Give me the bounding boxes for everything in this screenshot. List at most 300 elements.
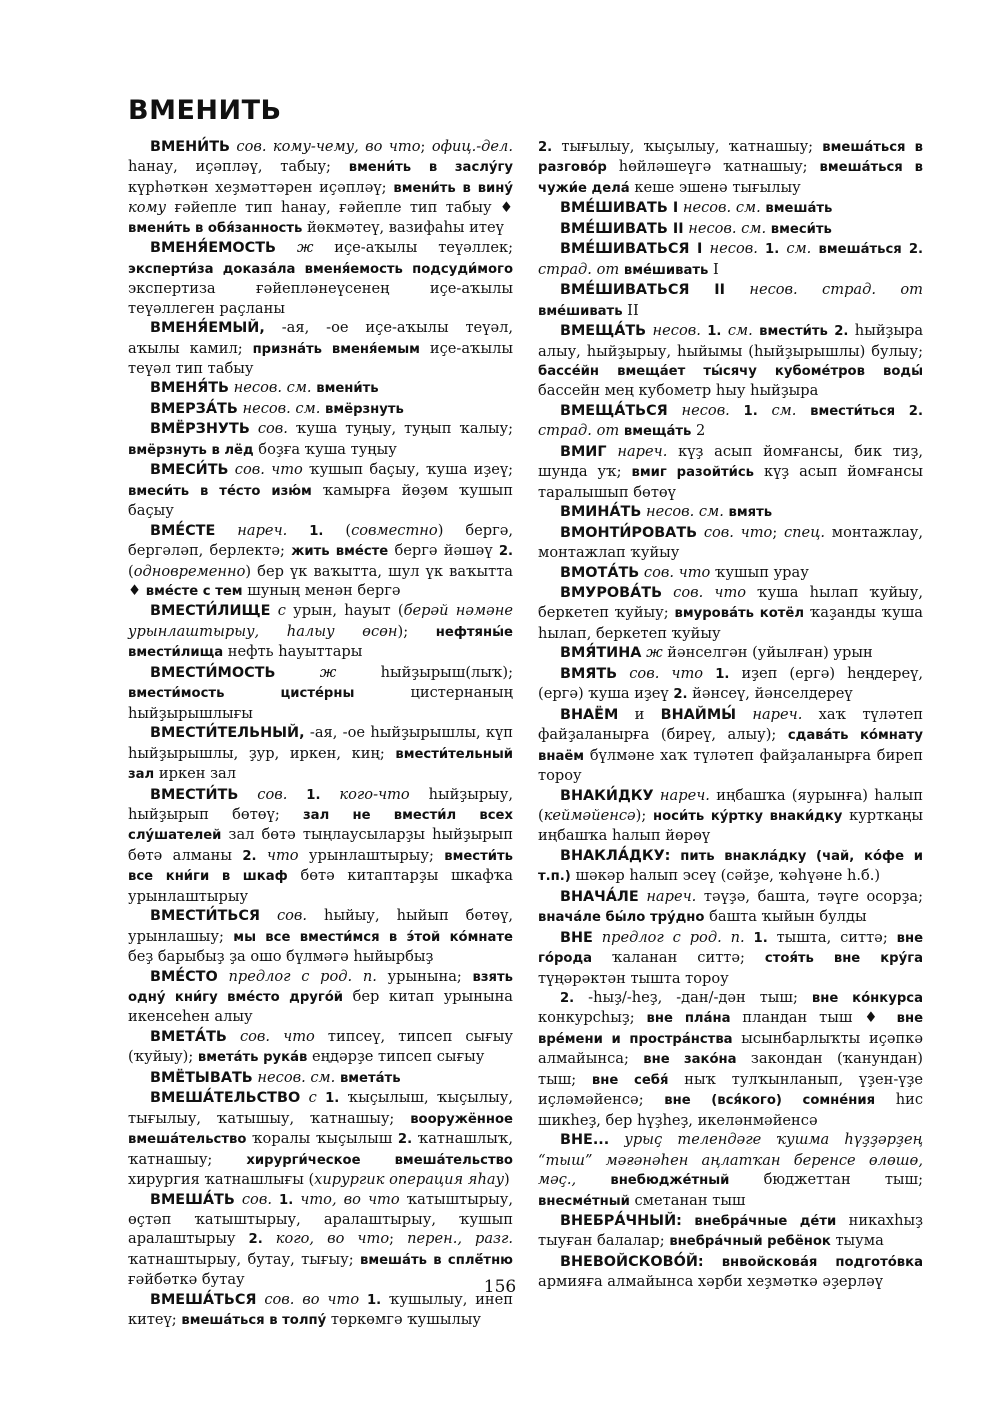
entry-text: һөйләшеүгә ҡатнашыу;: [606, 158, 820, 176]
entry-text: -ая, -ое иҫе-аҡылы теүәл, аҡылы камил;: [128, 319, 513, 357]
entry-headword: ВНЕБРА́ЧНЫЙ:: [560, 1213, 682, 1230]
entry-text: хирургия ҡатнашлығы (: [128, 1171, 315, 1189]
entry-text: урын, һауыт (: [285, 602, 404, 620]
entry-phrase: 1.: [366, 1292, 382, 1308]
entry-label: сов.: [257, 785, 288, 803]
entry-phrase: вмеси́ть: [770, 221, 832, 237]
entry-phrase: 2.: [560, 991, 575, 1007]
entry-label: см.: [727, 322, 753, 340]
dictionary-entry: [538, 786, 923, 846]
entry-label: ж: [319, 663, 337, 681]
entry-text: ҡуша туңыу, туңып ҡалыу;: [287, 420, 513, 438]
entry-phrase: бассе́йн вмеща́ет ты́сячу кубоме́тров воды́: [538, 363, 923, 379]
dictionary-entry: [538, 239, 923, 280]
entry-headword: ВМЕСТИ́ТЕЛЬНЫЙ,: [150, 725, 305, 742]
entry-text: закондан (ҡанундан) тыш;: [538, 1050, 923, 1088]
entry-text: [317, 1089, 325, 1106]
entry-label: сов.: [257, 420, 288, 438]
entry-label: предлог с род. п.: [228, 967, 377, 985]
entry-text: шуның менән бергә: [242, 581, 401, 599]
entry-headword: ВМЕНИ́ТЬ: [150, 139, 230, 155]
entry-phrase: вмести́ть 2.: [759, 324, 849, 340]
entry-phrase: 2.: [498, 544, 513, 560]
entry-phrase: вмени́ть в вину́: [393, 180, 513, 196]
entry-text: ҡатыштырыу, өҫтәп ҡатыштырыу, аралаштырыу, ҡушып аралаштырыу: [128, 1190, 514, 1248]
entry-phrase: эксперти́за доказа́ла вменя́емость подсуди́мого: [128, 261, 513, 277]
entry-label: нареч.: [237, 521, 288, 539]
entry-text: -ая, -ое һыйҙырышлы, күп һыйҙырышлы, ҙур, иркен, киң;: [128, 724, 513, 762]
entry-phrase: вмёрзнуть в лёд: [128, 442, 254, 458]
entry-phrase: внебра́чные де́ти: [694, 1214, 837, 1230]
entry-label: совместно: [351, 521, 438, 539]
entry-text: [287, 522, 309, 539]
entry-text: зал бөтә тыңлаусыларҙы һыйҙырып бөтә алманы: [128, 826, 513, 864]
entry-phrase: взять одну́ кни́гу вме́сто друго́й: [128, 969, 514, 1006]
entry-text: [725, 281, 749, 298]
entry-text: [235, 1191, 242, 1208]
entry-headword: ВНАЧА́ЛЕ: [560, 888, 639, 905]
entry-phrase: вмеша́ться в толпу́: [181, 1313, 327, 1329]
entry-headword: ВНАЙМЫ́: [660, 706, 737, 723]
entry-text: йөкмәтеү, вазифаһы итеү: [302, 218, 504, 236]
entry-text: [697, 524, 704, 541]
entry-text: тыума: [830, 1232, 884, 1250]
entry-text: [593, 929, 602, 946]
entry-phrase: вме́шивать: [538, 303, 623, 319]
entry-label: одновременно: [133, 562, 246, 580]
entry-text: [227, 1028, 240, 1045]
entry-text: ҡуша һылап ҡуйыу, беркетеп ҡуйыу;: [538, 583, 924, 622]
entry-headword: ВМЕСТИ́ТЬСЯ: [150, 908, 260, 925]
entry-text: и: [618, 705, 661, 723]
entry-label: нареч.: [659, 786, 710, 804]
entry-headword: ВМЕСТИ́ТЬ: [150, 786, 239, 803]
entry-phrase: хирурги́ческое вмеша́тельство: [246, 1152, 513, 1168]
entry-text: тығылыу, ҡыҫылыу, ҡатнашыу;: [552, 138, 823, 155]
entry-text: [758, 240, 765, 257]
entry-text: [263, 1230, 276, 1247]
dictionary-entry: [128, 378, 513, 398]
entry-phrase: носи́ть ку́ртку внаки́дку: [652, 808, 843, 824]
entry-label: несов. страд. от: [749, 281, 923, 299]
dictionary-entry: [128, 1190, 513, 1290]
entry-text: башта ҡыйын булды: [704, 908, 867, 926]
entry-phrase: вне пла́на: [646, 1011, 731, 1027]
entry-text: йәнселгән (уйылған) урын: [662, 644, 873, 662]
entry-phrase: 1.: [707, 324, 722, 340]
entry-label: нареч.: [752, 705, 803, 723]
entry-label: что: [266, 846, 299, 864]
entry-headword: ВНЕВОЙСКОВО́Й:: [560, 1253, 704, 1270]
entry-phrase: вне себя́: [591, 1072, 669, 1088]
entry-headword: ВНЕ: [560, 929, 593, 946]
entry-text: һанау, иҫәпләү, табыу;: [128, 158, 349, 176]
entry-phrase: зал не вмести́л всех слу́шателей: [128, 807, 513, 844]
entry-headword: ВМОТА́ТЬ: [560, 564, 640, 581]
entry-text: пландан тыш ♦: [730, 1009, 897, 1027]
entry-text: [272, 1191, 279, 1208]
entry-phrase: вмени́ть в заслу́гу: [348, 160, 513, 176]
entry-phrase: 2.: [397, 1132, 413, 1148]
dictionary-entry: [538, 583, 923, 643]
entry-text: ) бергә, бергәләп, берлектә;: [128, 521, 514, 560]
entry-phrase: стоя́ть вне кру́га: [764, 951, 923, 967]
dictionary-entry: [128, 1088, 513, 1189]
entry-phrase: 1.: [715, 666, 730, 682]
entry-text: армияға алмайынса хәрби хеҙмәткә әҙерләү: [538, 1273, 884, 1291]
entry-text: шәкәр һалып эсеү (сәйҙе, ҡәһүәне һ.б.): [570, 867, 881, 885]
entry-text: бергә йәшәү: [388, 542, 499, 560]
entry-label: несов. см.: [233, 379, 312, 397]
entry-text: -һыҙ/-һеҙ, -дан/-дән тыш;: [574, 989, 812, 1007]
entry-headword: ВМИГ: [560, 443, 607, 460]
entry-text: [257, 847, 267, 864]
entry-label: несов. см.: [682, 199, 761, 217]
dictionary-entry: [538, 442, 923, 502]
entry-text: курткаңы иңбашҡа һалып йөрөү: [538, 806, 923, 845]
dictionary-entry: [538, 705, 923, 786]
dictionary-entry: [538, 219, 923, 239]
entry-label: с: [308, 1089, 317, 1107]
entry-label: кеймәйенсә: [543, 806, 636, 824]
entry-text: бүлмәне хаҡ түләтеп файҙаланырға биреп тороу: [538, 746, 923, 785]
entry-headword: ВМЯТЬ: [560, 665, 618, 682]
entry-label: кому: [128, 199, 167, 217]
entry-label: сов. что: [643, 563, 711, 581]
entry-text: монтажлау, монтажлап ҡуйыу: [538, 523, 923, 562]
entry-text: [811, 240, 818, 257]
entry-text: [736, 706, 752, 723]
entry-phrase: жить вме́сте: [291, 544, 389, 560]
left-column: [128, 137, 513, 1331]
entry-text: кеше эшенә тығылыу: [629, 178, 801, 196]
entry-label: кого, во что: [275, 1230, 390, 1248]
entry-label: страд. от: [538, 422, 620, 440]
entry-text: ҡаланан ситтә;: [592, 949, 765, 967]
dictionary-entry: [538, 563, 923, 583]
entry-label: несов.: [709, 240, 758, 258]
entry-text: күрһәткән хеҙмәттәрен иҫәпләү;: [128, 178, 394, 196]
entry-phrase: сдава́ть ко́мнату внаём: [538, 728, 923, 764]
entry-text: [287, 786, 306, 803]
entry-label: страд. от: [538, 260, 620, 278]
entry-headword: ВМЁТЫВАТЬ: [150, 1069, 253, 1086]
entry-text: цистернаның һыйҙырышлығы: [128, 684, 513, 722]
entry-text: [745, 929, 754, 946]
entry-phrase: призна́ть вменя́емым: [252, 341, 420, 357]
entry-phrase: вмеша́ть в сплё́тню: [359, 1252, 513, 1268]
entry-text: ныҡ тулҡынланып, үҙен-үҙе иҫләмәйенсә;: [538, 1070, 924, 1109]
dictionary-entry: [538, 1211, 923, 1252]
entry-text: ҡатнаштырыу, бутау, тығыу;: [128, 1250, 360, 1268]
entry-phrase: вмять: [728, 505, 773, 521]
entry-text: түңәрәктән тышта тороу: [538, 969, 729, 987]
dictionary-entry: [538, 523, 923, 563]
entry-phrase: 1.: [765, 242, 780, 258]
entry-text: ҡамырға йөҙөм ҡушып баҫыу: [128, 481, 514, 520]
dictionary-entry: [128, 967, 513, 1027]
entry-headword: ВМЁРЗНУТЬ: [150, 421, 250, 438]
entry-phrase: 1.: [753, 930, 768, 946]
entry-label: кого-что: [339, 785, 410, 803]
entry-phrase: вме́сте с тем: [145, 583, 243, 599]
entry-text: ҡыҫылыш, ҡыҫылыу, тығылыу, ҡатышыу, ҡатнашыу;: [128, 1089, 513, 1127]
entry-label: урыҫ телендәге ҡушма һүҙҙәрҙең “тыш” мәғәнәһен аңлатҡан беренсе өлөшө, мәҫ.,: [538, 1131, 923, 1189]
entry-phrase: 2.: [242, 848, 257, 864]
entry-text: II: [622, 301, 639, 319]
entry-phrase: внебра́чный ребёнок: [669, 1234, 831, 1250]
entry-text: 2: [691, 422, 706, 440]
entry-headword: ВМЕ́СТЕ: [150, 522, 216, 539]
entry-label: сов. что: [234, 461, 303, 479]
entry-label: хирургик операция яһау: [314, 1171, 505, 1189]
entry-headword: ВМЕСИ́ТЬ: [150, 462, 229, 479]
entry-text: ҡоралы ҡыҫылыш: [246, 1130, 398, 1148]
entry-text: [260, 907, 277, 924]
entry-label: см.: [771, 401, 797, 419]
entry-text: ;: [389, 1230, 408, 1248]
entry-phrase: вмести́ться 2.: [810, 403, 923, 419]
entry-text: экспертиза ғәйепләнеүсенең иҫе-аҡылы теүәллеген раҫланы: [128, 280, 513, 317]
entry-headword: ВМЕЩА́ТЬ: [560, 323, 647, 340]
entry-text: ғәйбәткә бутау: [128, 1271, 245, 1289]
entry-text: ҡаҙанды ҡуша һылап, беркетеп ҡуйыу: [538, 604, 923, 642]
entry-phrase: вмурова́ть котёл: [674, 606, 804, 622]
entry-text: еңдәрҙе типсеп сығыу: [307, 1048, 485, 1066]
entry-label: предлог с род. п.: [601, 928, 745, 946]
entry-phrase: вмиг разойти́сь: [631, 465, 754, 481]
entry-text: нефть һауыттары: [223, 643, 363, 661]
entry-text: никахһыҙ тыуған балалар;: [538, 1212, 923, 1250]
dictionary-entry: [128, 723, 513, 784]
entry-text: хаҡ түләтеп файҙаланырға (биреү, алыу);: [538, 705, 924, 744]
entry-label: сов. кому-чему, во что: [236, 138, 421, 155]
dictionary-entry: [538, 502, 923, 522]
entry-phrase: вне зако́на: [643, 1052, 737, 1068]
dictionary-entry: [128, 1027, 513, 1068]
entry-headword: ВНАЁМ: [560, 706, 619, 723]
entry-label: ж: [296, 239, 314, 257]
entry-phrase: внвойскова́я подгото́вка: [721, 1254, 924, 1270]
entry-phrase: 1.: [743, 403, 758, 419]
entry-label: несов.: [652, 322, 701, 340]
entry-headword: ВМЕСТИ́ЛИЩЕ: [150, 603, 271, 620]
entry-phrase: внебюдже́тный: [610, 1173, 730, 1189]
entry-text: бер китап урынына икенсеһен алыу: [128, 988, 514, 1026]
entry-phrase: 1.: [325, 1091, 340, 1107]
dictionary-entry: [538, 1130, 923, 1211]
dictionary-entry: [128, 318, 513, 378]
entry-headword: ВМЕ́ШИВАТЬ II: [560, 220, 684, 237]
entry-text: типсеү, типсеп сығыу (ҡуйыу);: [128, 1027, 514, 1066]
entry-text: ысынбарлыҡты иҫәпкә алмайынса;: [538, 1029, 923, 1068]
entry-text: иҙеп (ергә) һеңдереү, (ергә) ҡуша иҙеү: [538, 664, 924, 703]
entry-phrase: внача́ле бы́ло тру́дно: [538, 910, 705, 926]
entry-label: сов. во что: [264, 1290, 360, 1308]
page-number: 156: [483, 1277, 517, 1297]
entry-headword: ВМЕНЯ́ЕМЫЙ,: [150, 320, 265, 337]
entry-text: [730, 402, 744, 419]
entry-label: офиц.-дел.: [431, 138, 513, 155]
entry-text: иңбашҡа (яурынға) һалып (: [538, 786, 923, 824]
entry-label: сов.: [276, 907, 308, 925]
entry-headword: ВМЕЩА́ТЬСЯ: [560, 402, 668, 419]
dictionary-entry: [128, 419, 513, 460]
entry-text: [275, 664, 319, 681]
entry-text: бассейн мең кубометр һыу һыйҙыра: [538, 382, 819, 400]
entry-headword: ВМИНА́ТЬ: [560, 504, 642, 521]
entry-headword: ВНЕ...: [560, 1132, 610, 1149]
entry-text: урынлаштырыу;: [298, 846, 445, 864]
entry-headword: ВМЕША́ТЬСЯ: [150, 1291, 257, 1308]
entry-phrase: вмеша́ть: [765, 201, 833, 217]
entry-phrase: 2.: [673, 687, 688, 703]
entry-text: [617, 665, 629, 682]
entry-label: несов. см.: [257, 1068, 336, 1086]
entry-phrase: вмеша́ться в разгово́р: [538, 140, 923, 176]
dictionary-entry: [538, 887, 923, 928]
entry-phrase: вмета́ть: [339, 1070, 401, 1086]
entry-label: нареч.: [646, 887, 697, 905]
entry-phrase: вне (вся́кого) сомне́ния: [664, 1093, 876, 1109]
entry-text: [270, 602, 277, 619]
entry-phrase: вне го́рода: [538, 930, 924, 967]
entry-phrase: вмени́ть: [316, 381, 379, 397]
entry-phrase: вмета́ть рука́в: [197, 1050, 308, 1066]
entry-text: I: [708, 260, 719, 278]
entry-text: ҡушып баҫыу, ҡуша иҙеү;: [302, 461, 514, 479]
entry-phrase: нефтяны́е вмести́лища: [128, 624, 513, 661]
entry-headword: ВМЕ́ШИВАТЬСЯ II: [560, 282, 725, 299]
entry-headword: ВМЕША́ТЕЛЬСТВО: [150, 1090, 301, 1107]
entry-phrase: вооружённое вмеша́тельство: [128, 1111, 513, 1148]
entry-phrase: вме́шивать: [623, 262, 709, 278]
entry-text: [300, 1089, 308, 1106]
entry-label: нареч.: [617, 442, 668, 460]
entry-phrase: вмести́мость цисте́рны: [128, 686, 355, 702]
entry-text: ҡатнашлыҡ, ҡатнашыу;: [128, 1130, 513, 1168]
entry-label: несов. см.: [242, 399, 321, 417]
dictionary-entry: [128, 521, 513, 602]
entry-text: [704, 1253, 722, 1270]
dictionary-entry: [538, 137, 923, 198]
entry-headword: ВМЕСТИ́МОСТЬ: [150, 664, 276, 681]
entry-text: [320, 786, 339, 803]
entry-text: [662, 584, 673, 601]
entry-label: несов. см.: [688, 219, 767, 237]
dictionary-entry: [538, 280, 923, 321]
entry-phrase: внесме́тный: [538, 1193, 630, 1209]
dictionary-entry: [128, 399, 513, 419]
entry-headword: ВНАКЛА́ДКУ:: [560, 847, 671, 864]
entry-label: несов. см.: [645, 503, 724, 521]
dictionary-entry: [128, 663, 513, 723]
entry-phrase: вне вре́мени и простра́нства: [538, 1011, 924, 1047]
entry-text: иркен зал: [154, 765, 236, 783]
entry-headword: ВМЕТА́ТЬ: [150, 1028, 227, 1045]
entry-text: ) бер үк ваҡытта, шул үк ваҡытта ♦: [128, 562, 513, 599]
dictionary-entry: [128, 460, 513, 520]
entry-phrase: вмеша́ться 2.: [818, 242, 924, 258]
entry-phrase: 2.: [248, 1232, 263, 1248]
entry-text: );: [397, 622, 436, 640]
entry-label: ж: [646, 644, 663, 662]
entry-text: һыйыу, һыйып бөтөү, урынлашыу;: [128, 907, 514, 945]
entry-text: төркөмгә ҡушылыу: [326, 1311, 481, 1329]
entry-headword: ВМЕША́ТЬ: [150, 1191, 235, 1208]
entry-label: сов. что: [703, 523, 773, 541]
dictionary-entry: [538, 928, 923, 988]
entry-phrase: вмести́ть все кни́ги в шкаф: [128, 848, 513, 885]
entry-headword: ВМЕ́СТО: [150, 968, 218, 985]
entry-phrase: вмеша́ться в чужи́е дела́: [538, 160, 923, 196]
entry-text: иҫе-аҡылы теүәллек;: [313, 239, 513, 257]
dictionary-entry: [128, 601, 513, 662]
entry-text: иҫе-аҡылы теүәл тип табыу: [128, 339, 513, 377]
running-head: ВМЕНИТЬ: [128, 95, 282, 126]
entry-text: ;: [772, 523, 784, 541]
entry-label: сов. что: [239, 1027, 315, 1045]
entry-text: [796, 402, 810, 419]
entry-phrase: вне ко́нкурса: [811, 991, 923, 1007]
entry-text: һис шикһеҙ, бер һүҙһеҙ, икеләнмәйенсә: [538, 1091, 923, 1129]
entry-text: [607, 443, 618, 460]
entry-label: несов.: [681, 401, 730, 419]
entry-text: беҙ барыбыҙ ҙа ошо бүлмәгә һыйырбыҙ: [128, 948, 434, 966]
entry-text: [215, 522, 237, 539]
entry-text: [758, 402, 772, 419]
dictionary-entry: [128, 1068, 513, 1088]
entry-text: (: [128, 562, 134, 580]
entry-phrase: 1.: [279, 1192, 294, 1208]
entry-text: [218, 968, 229, 985]
entry-text: тыштa, ситтә;: [767, 928, 897, 946]
entry-headword: ВМУРОВА́ТЬ: [560, 584, 663, 601]
entry-headword: ВМЯ́ТИНА: [560, 645, 642, 662]
entry-text: [682, 1212, 694, 1229]
dictionary-entry: [128, 238, 513, 318]
entry-phrase: 2.: [538, 140, 553, 155]
entry-text: (: [323, 521, 352, 539]
dictionary-entry: [538, 988, 923, 1130]
entry-text: боҙға ҡуша туңыу: [253, 440, 397, 458]
dictionary-entry: [128, 137, 513, 238]
entry-text: сметанан тыш: [629, 1191, 746, 1209]
entry-headword: ВМЕ́ШИВАТЬ I: [560, 200, 679, 217]
entry-text: [702, 240, 709, 257]
entry-label: сов. что: [673, 583, 747, 601]
dictionary-entry: [538, 846, 923, 887]
entry-headword: ВМЕ́ШИВАТЬСЯ I: [560, 241, 703, 258]
entry-text: урынына;: [376, 967, 473, 985]
entry-phrase: 1.: [309, 523, 324, 539]
entry-text: һыйҙырыш(лыҡ);: [336, 663, 513, 681]
entry-headword: ВНАКИ́ДКУ: [560, 787, 654, 804]
entry-text: ҡушып урау: [710, 563, 809, 581]
entry-label: спец.: [783, 523, 826, 541]
entry-text: һыйҙыра алыу, һыйҙырыу, һыйымы (һыйҙырышлы) булыу;: [538, 322, 924, 360]
entry-text: күҙ асып йомғансы таралышып бөтөү: [538, 463, 924, 501]
entry-text: ҡушылыу, инеп китеү;: [128, 1290, 514, 1329]
entry-phrase: пить внакла́дку (чай, ко́фе и т.п.): [538, 848, 923, 885]
entry-phrase: вмеси́ть в те́сто изю́м: [128, 483, 312, 499]
entry-label: см.: [786, 240, 812, 258]
right-column: [538, 137, 923, 1292]
entry-text: );: [635, 806, 653, 824]
entry-phrase: мы все вмести́мся в э́той ко́мнате: [233, 929, 513, 945]
entry-text: бөтә китаптарҙы шкафҡа урынлаштырыу: [128, 867, 513, 905]
entry-phrase: вмени́ть в обя́занность: [128, 220, 303, 236]
